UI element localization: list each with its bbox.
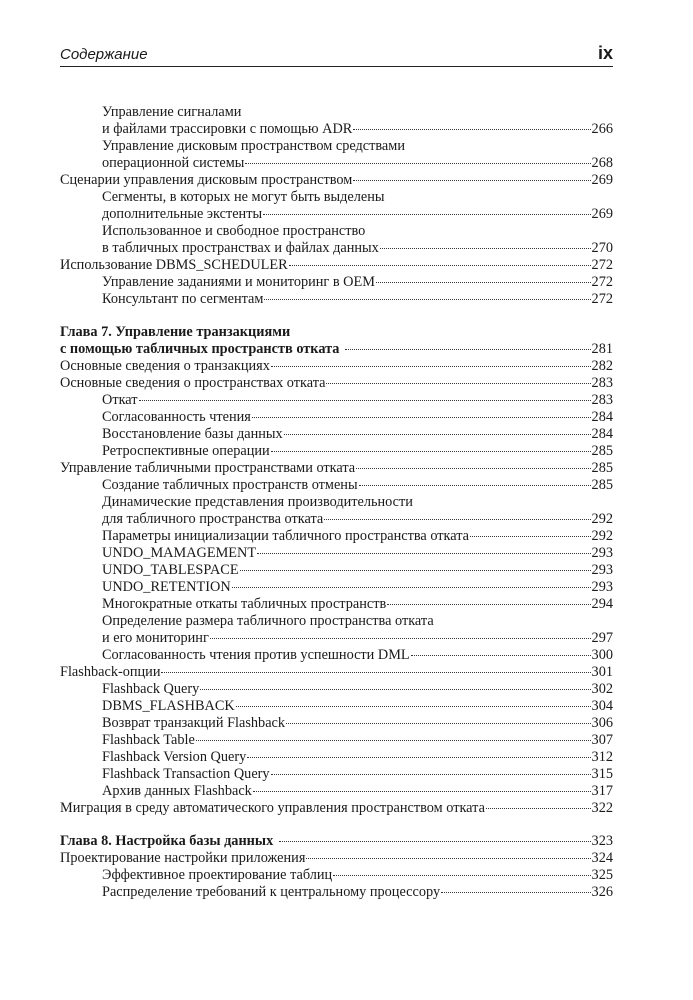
toc-page-number: 304 <box>591 698 613 714</box>
toc-entry-text: UNDO_MAMAGEMENT <box>102 545 257 561</box>
toc-entry-text: операционной системы <box>102 155 245 171</box>
dot-leader <box>376 281 591 283</box>
toc-page-number: 284 <box>591 426 613 442</box>
dot-leader <box>359 484 591 486</box>
toc-entry[interactable] <box>60 545 613 562</box>
toc-entry-text: Управление сигналами <box>102 104 242 120</box>
toc-entry[interactable] <box>60 206 613 223</box>
toc-entry[interactable] <box>60 715 613 732</box>
chapter-title: Глава 8. Настройка базы данных <box>60 833 274 849</box>
toc-entry[interactable] <box>60 766 613 783</box>
toc-entry[interactable] <box>60 884 613 901</box>
toc-entry-text: UNDO_TABLESPACE <box>102 562 239 578</box>
toc-entry[interactable] <box>60 358 613 375</box>
toc-page-number: 268 <box>591 155 613 171</box>
toc-entry-text: Возврат транзакций Flashback <box>102 715 286 731</box>
toc-page-number: 283 <box>591 375 613 391</box>
toc-entry-text: для табличного пространства отката <box>102 511 324 527</box>
toc-entry[interactable] <box>60 698 613 715</box>
toc-entry[interactable] <box>60 426 613 443</box>
toc-entry-text: Проектирование настройки приложения <box>60 850 306 866</box>
dot-leader <box>470 535 591 537</box>
dot-leader <box>324 518 590 520</box>
dot-leader <box>279 840 590 842</box>
toc-entry-text: Flashback Version Query <box>102 749 247 765</box>
toc-page-number: 272 <box>591 257 613 273</box>
table-of-contents <box>60 104 613 901</box>
toc-entry-text: Согласованность чтения <box>102 409 251 425</box>
toc-entry-text: Использованное и свободное пространство <box>102 223 366 239</box>
header-page-number: ix <box>597 43 613 63</box>
toc-entry[interactable] <box>60 121 613 138</box>
dot-leader <box>486 807 591 809</box>
toc-page-number: 300 <box>591 647 613 663</box>
toc-entry-text: Сегменты, в которых не могут быть выделены <box>102 189 385 205</box>
toc-entry-text: Основные сведения о пространствах отката <box>60 375 326 391</box>
toc-entry-line <box>60 613 613 630</box>
toc-entry-text: дополнительные экстенты <box>102 206 263 222</box>
dot-leader <box>139 399 591 401</box>
toc-page-number: 297 <box>591 630 613 646</box>
toc-page-number: 285 <box>591 443 613 459</box>
toc-entry[interactable] <box>60 375 613 392</box>
toc-entry[interactable] <box>60 240 613 257</box>
toc-entry[interactable] <box>60 800 613 817</box>
toc-page-number: 323 <box>591 833 613 849</box>
toc-page-number: 322 <box>591 800 613 816</box>
toc-entry-text: DBMS_FLASHBACK <box>102 698 235 714</box>
header-title: Содержание <box>60 46 148 63</box>
dot-leader <box>306 857 590 859</box>
toc-page-number: 266 <box>591 121 613 137</box>
dot-leader <box>286 722 591 724</box>
toc-entry[interactable] <box>60 528 613 545</box>
dot-leader <box>236 705 591 707</box>
toc-entry[interactable] <box>60 511 613 528</box>
toc-page-number: 294 <box>591 596 613 612</box>
toc-entry[interactable] <box>60 172 613 189</box>
dot-leader <box>196 739 591 741</box>
dot-leader <box>353 179 590 181</box>
dot-leader <box>161 671 590 673</box>
section-gap <box>60 308 613 324</box>
toc-page-number: 282 <box>591 358 613 374</box>
toc-page-number: 269 <box>591 172 613 188</box>
toc-entry-text: Flashback Query <box>102 681 200 697</box>
toc-entry[interactable] <box>60 630 613 647</box>
toc-entry-text: Определение размера табличного пространства отката <box>102 613 434 629</box>
dot-leader <box>252 416 591 418</box>
toc-entry-text: и его мониторинг <box>102 630 209 646</box>
toc-entry[interactable] <box>60 477 613 494</box>
toc-page-number: 302 <box>591 681 613 697</box>
dot-leader <box>232 586 591 588</box>
dot-leader <box>380 247 591 249</box>
toc-entry[interactable] <box>60 291 613 308</box>
toc-entry-line <box>60 138 613 155</box>
dot-leader <box>264 298 590 300</box>
toc-entry[interactable] <box>60 155 613 172</box>
dot-leader <box>326 382 590 384</box>
chapter-entry[interactable] <box>60 833 613 850</box>
toc-entry[interactable] <box>60 443 613 460</box>
toc-entry-text: Откат <box>102 392 138 408</box>
dot-leader <box>333 874 590 876</box>
dot-leader <box>263 213 590 215</box>
toc-page-number: 284 <box>591 409 613 425</box>
toc-entry-text: Динамические представления производительности <box>102 494 413 510</box>
dot-leader <box>271 450 591 452</box>
toc-page-number: 293 <box>591 545 613 561</box>
toc-page-number: 306 <box>591 715 613 731</box>
toc-page-number: 269 <box>591 206 613 222</box>
toc-entry[interactable] <box>60 579 613 596</box>
toc-entry[interactable] <box>60 274 613 291</box>
toc-entry[interactable] <box>60 867 613 884</box>
section-gap <box>60 817 613 833</box>
dot-leader <box>271 365 591 367</box>
toc-entry-line <box>60 189 613 206</box>
toc-entry-line <box>60 494 613 511</box>
dot-leader <box>387 603 590 605</box>
toc-entry[interactable] <box>60 257 613 274</box>
dot-leader <box>271 773 591 775</box>
toc-entry-line <box>60 104 613 121</box>
toc-entry-text: Управление дисковым пространством средствами <box>102 138 405 154</box>
toc-entry-text: Flashback Table <box>102 732 195 748</box>
toc-entry-text: Консультант по сегментам <box>102 291 264 307</box>
toc-entry[interactable] <box>60 732 613 749</box>
toc-entry[interactable] <box>60 647 613 664</box>
toc-entry-text: Использование DBMS_SCHEDULER <box>60 257 288 273</box>
toc-page-number: 326 <box>591 884 613 900</box>
toc-page-number: 324 <box>591 850 613 866</box>
toc-entry[interactable] <box>60 409 613 426</box>
dot-leader <box>200 688 590 690</box>
toc-page-number: 293 <box>591 579 613 595</box>
toc-entry-text: UNDO_RETENTION <box>102 579 231 595</box>
toc-entry[interactable] <box>60 783 613 800</box>
toc-entry-text: Создание табличных пространств отмены <box>102 477 358 493</box>
toc-page-number: 325 <box>591 867 613 883</box>
dot-leader <box>345 348 590 350</box>
dot-leader <box>356 467 590 469</box>
chapter-title: с помощью табличных пространств отката <box>60 341 340 357</box>
dot-leader <box>210 637 591 639</box>
toc-entry-line <box>60 223 613 240</box>
toc-entry-text: Flashback-опции <box>60 664 161 680</box>
dot-leader <box>441 891 590 893</box>
chapter-entry[interactable] <box>60 341 613 358</box>
toc-entry-text: Управление табличными пространствами отката <box>60 460 356 476</box>
toc-entry-text: Восстановление базы данных <box>102 426 283 442</box>
toc-entry[interactable] <box>60 664 613 681</box>
toc-entry[interactable] <box>60 681 613 698</box>
toc-entry[interactable] <box>60 749 613 766</box>
toc-page-number: 292 <box>591 511 613 527</box>
toc-page-number: 285 <box>591 460 613 476</box>
toc-entry-text: и файлами трассировки с помощью ADR <box>102 121 353 137</box>
dot-leader <box>257 552 590 554</box>
toc-page-number: 315 <box>591 766 613 782</box>
toc-entry[interactable] <box>60 596 613 613</box>
toc-entry-text: Многократные откаты табличных пространств <box>102 596 387 612</box>
toc-page-number: 301 <box>591 664 613 680</box>
dot-leader <box>240 569 591 571</box>
toc-page-number: 312 <box>591 749 613 765</box>
toc-entry-text: Эффективное проектирование таблиц <box>102 867 333 883</box>
dot-leader <box>353 128 590 130</box>
toc-entry[interactable] <box>60 460 613 477</box>
dot-leader <box>289 264 591 266</box>
toc-page-number: 292 <box>591 528 613 544</box>
toc-page-number: 272 <box>591 291 613 307</box>
chapter-title-line <box>60 324 613 341</box>
toc-entry-text: Миграция в среду автоматического управления пространством отката <box>60 800 485 816</box>
toc-page-number: 270 <box>591 240 613 256</box>
toc-entry-text: Flashback Transaction Query <box>102 766 270 782</box>
toc-entry-text: Основные сведения о транзакциях <box>60 358 270 374</box>
toc-entry-text: Архив данных Flashback <box>102 783 252 799</box>
dot-leader <box>245 162 590 164</box>
toc-entry-text: Согласованность чтения против успешности DML <box>102 647 410 663</box>
toc-entry[interactable] <box>60 392 613 409</box>
dot-leader <box>253 790 591 792</box>
running-header <box>60 44 613 67</box>
chapter-title: Глава 7. Управление транзакциями <box>60 324 291 340</box>
toc-entry[interactable] <box>60 850 613 867</box>
toc-page-number: 307 <box>591 732 613 748</box>
toc-page-number: 272 <box>591 274 613 290</box>
dot-leader <box>284 433 591 435</box>
toc-entry-text: Управление заданиями и мониторинг в OEM <box>102 274 375 290</box>
toc-page-number: 317 <box>591 783 613 799</box>
toc-page-number: 281 <box>591 341 613 357</box>
toc-page-number: 283 <box>591 392 613 408</box>
dot-leader <box>247 756 590 758</box>
toc-entry-text: Сценарии управления дисковым пространством <box>60 172 353 188</box>
dot-leader <box>411 654 591 656</box>
toc-entry-text: Ретроспективные операции <box>102 443 270 459</box>
toc-page-number: 293 <box>591 562 613 578</box>
toc-entry[interactable] <box>60 562 613 579</box>
toc-page-number: 285 <box>591 477 613 493</box>
toc-entry-text: в табличных пространствах и файлах данных <box>102 240 379 256</box>
toc-entry-text: Параметры инициализации табличного пространства отката <box>102 528 470 544</box>
toc-entry-text: Распределение требований к центральному процессору <box>102 884 441 900</box>
